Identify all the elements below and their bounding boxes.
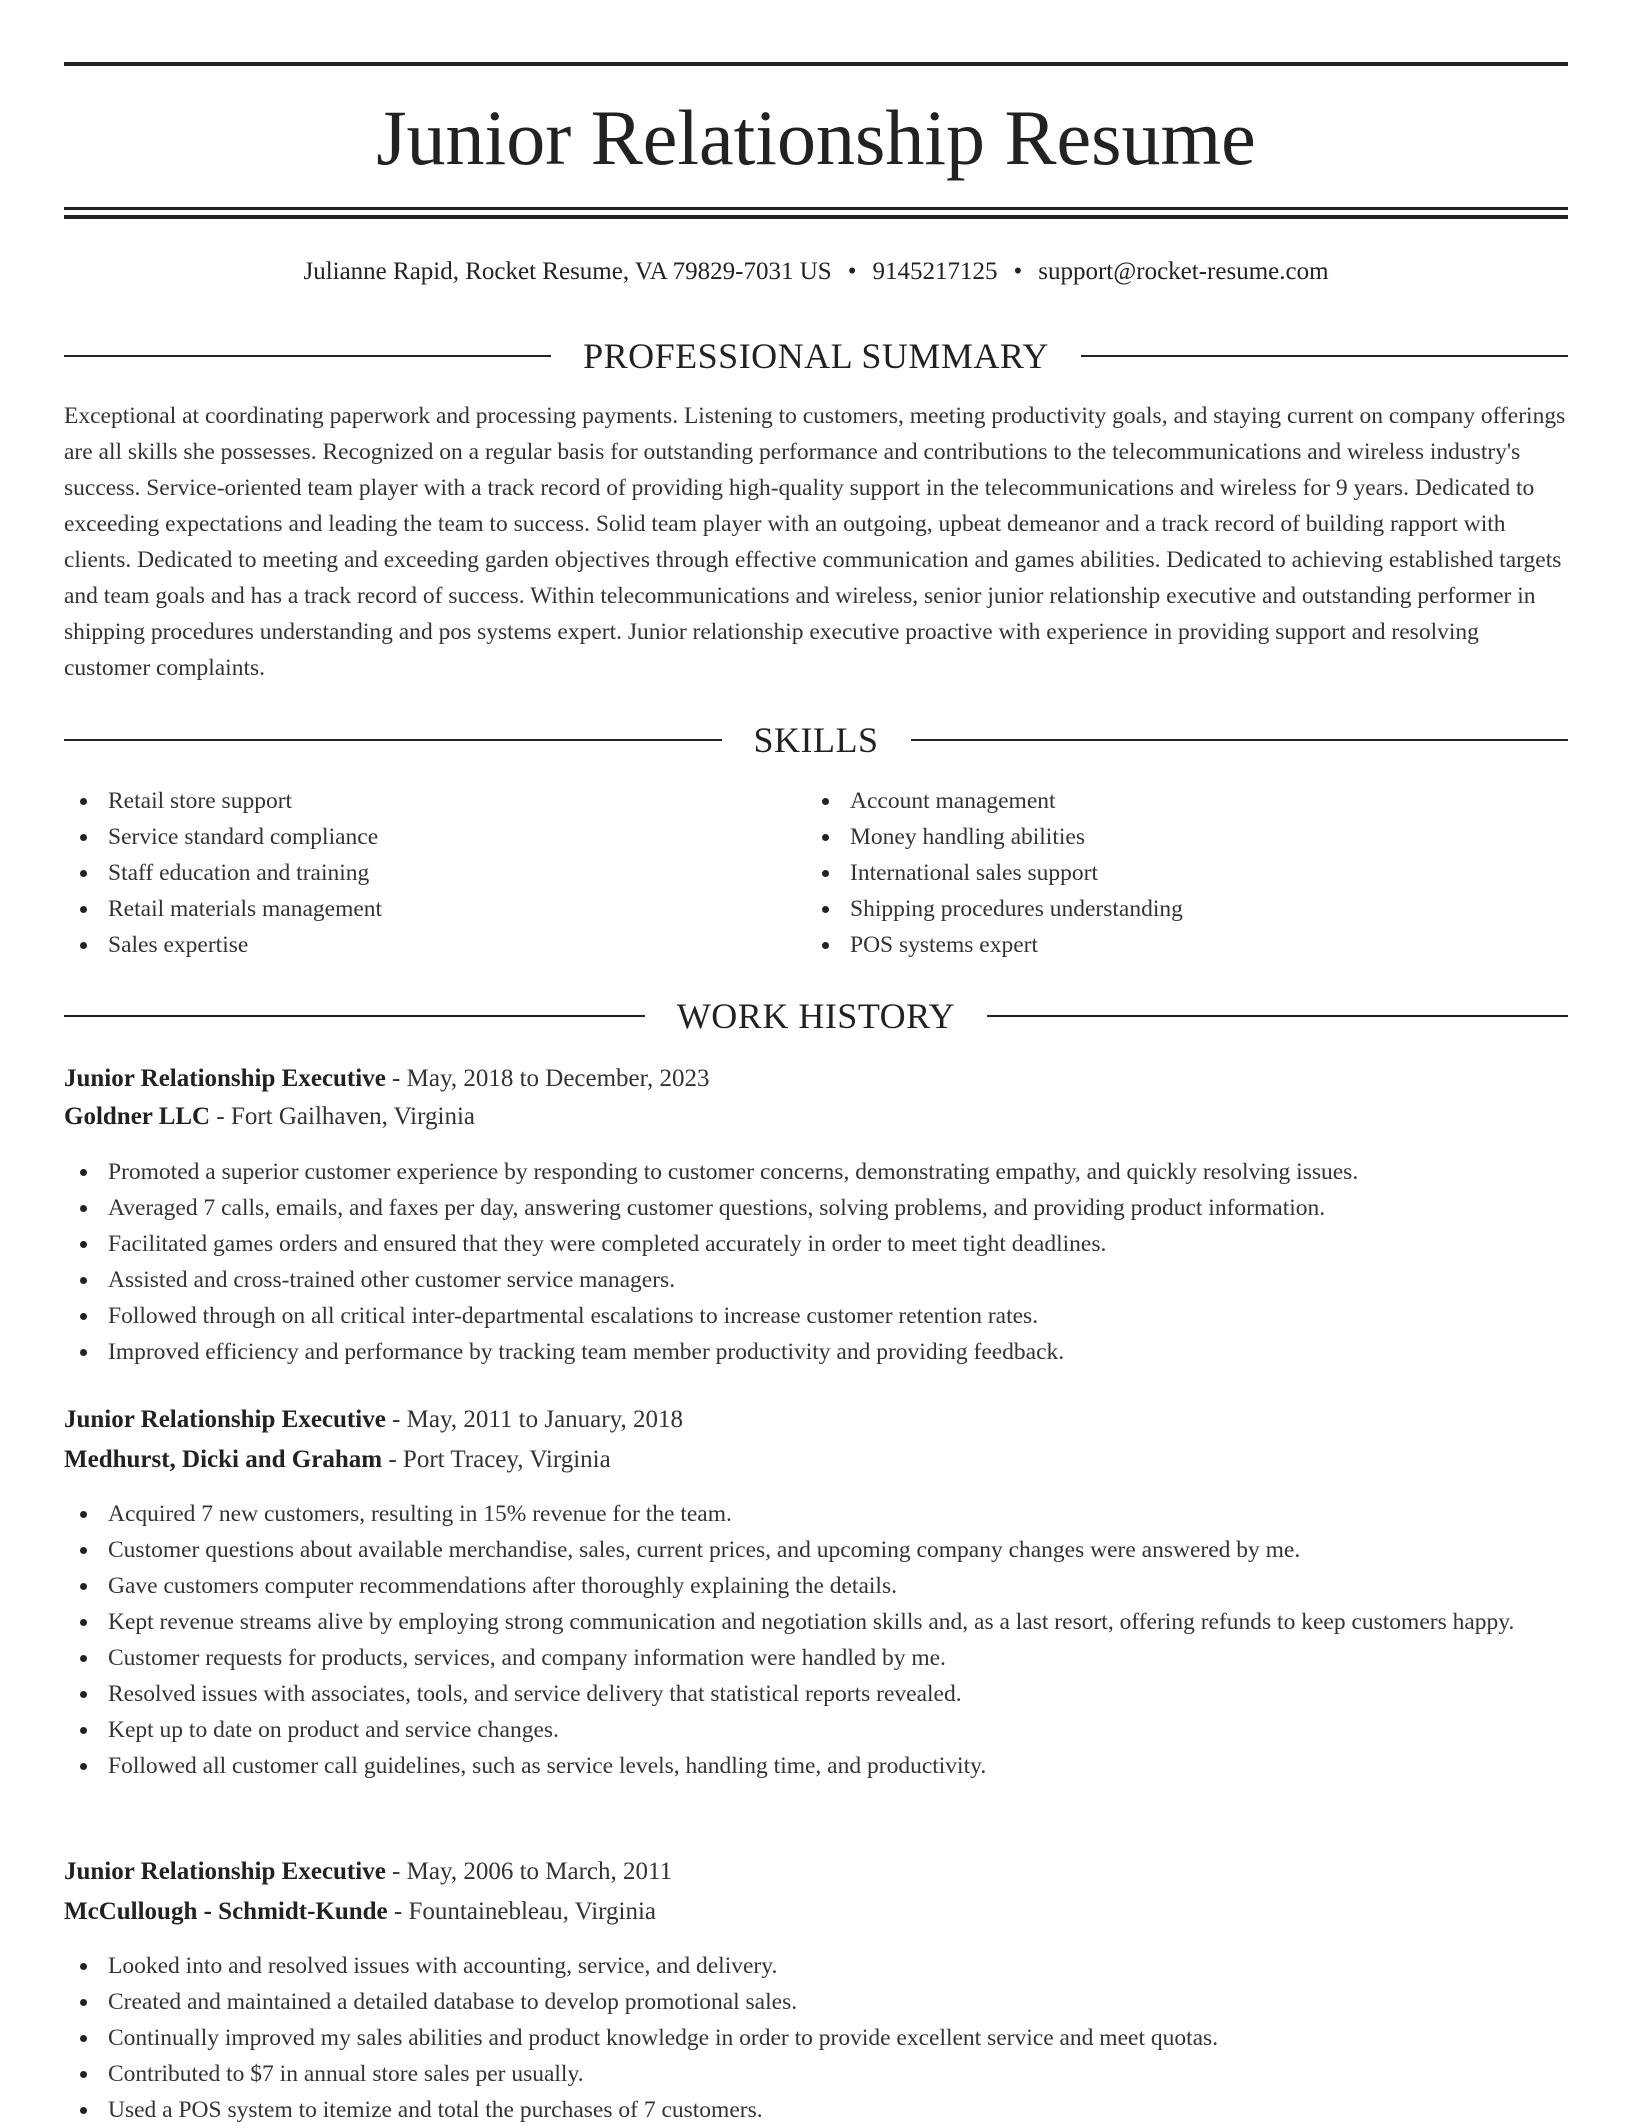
job-bullet: Assisted and cross-trained other customer service managers. <box>64 1262 1568 1298</box>
job-location: - Port Tracey, Virginia <box>382 1446 611 1473</box>
skill-item: Staff education and training <box>64 855 764 891</box>
title-rule-lower <box>64 215 1568 219</box>
job-dates: - May, 2011 to January, 2018 <box>385 1406 683 1433</box>
job-bullet: Looked into and resolved issues with accounting, service, and delivery. <box>64 1948 1568 1984</box>
job-bullet: Created and maintained a detailed database to develop promotional sales. <box>64 1984 1568 2020</box>
job-bullets <box>64 1496 1568 1784</box>
job-company-line <box>64 1893 1568 1931</box>
contact-address: Julianne Rapid, Rocket Resume, VA 79829-7031 US <box>303 258 832 285</box>
skill-item: Money handling abilities <box>806 819 1506 855</box>
skill-item: Retail materials management <box>64 891 764 927</box>
job-bullets <box>64 1948 1568 2128</box>
skill-item: POS systems expert <box>806 927 1506 963</box>
top-rule <box>64 62 1568 66</box>
job-title: Junior Relationship Executive <box>64 1858 386 1885</box>
job-bullet: Followed all customer call guidelines, such as service levels, handling time, and productivity. <box>64 1748 1568 1784</box>
job-company-line <box>64 1098 1568 1136</box>
job-bullet: Averaged 7 calls, emails, and faxes per day, answering customer questions, solving problems, and providing product information. <box>64 1190 1568 1226</box>
job-bullet: Kept up to date on product and service changes. <box>64 1712 1568 1748</box>
skill-item: Shipping procedures understanding <box>806 891 1506 927</box>
job-bullet: Acquired 7 new customers, resulting in 15% revenue for the team. <box>64 1496 1568 1532</box>
job-dates: - May, 2006 to March, 2011 <box>385 1858 673 1885</box>
job-bullet: Improved efficiency and performance by tracking team member productivity and providing feedback. <box>64 1334 1568 1370</box>
divider <box>64 355 551 357</box>
contact-separator: • <box>847 258 857 285</box>
job-bullet: Customer requests for products, services, and company information were handled by me. <box>64 1640 1568 1676</box>
page-title: Junior Relationship Resume <box>376 94 1256 181</box>
contact-separator: • <box>1013 258 1023 285</box>
section-title: PROFESSIONAL SUMMARY <box>583 336 1049 376</box>
job-bullet: Facilitated games orders and ensured that they were completed accurately in order to meet tight deadlines. <box>64 1226 1568 1262</box>
skills-left-column <box>64 783 764 963</box>
divider <box>1081 355 1568 357</box>
contact-phone: 9145217125 <box>872 258 998 285</box>
job-bullet: Contributed to $7 in annual store sales per usually. <box>64 2056 1568 2092</box>
job-bullet: Customer questions about available merchandise, sales, current prices, and upcoming company changes were answered by me. <box>64 1532 1568 1568</box>
job-bullet: Continually improved my sales abilities and product knowledge in order to provide excellent service and meet quotas. <box>64 2020 1568 2056</box>
job-title-line <box>64 1060 1568 1098</box>
job-company: McCullough - Schmidt-Kunde <box>64 1898 388 1925</box>
job-bullet: Promoted a superior customer experience by responding to customer concerns, demonstrating empathy, and quickly resolving issues. <box>64 1154 1568 1190</box>
job-bullets <box>64 1154 1568 1370</box>
job-title: Junior Relationship Executive <box>64 1065 386 1092</box>
job-company: Medhurst, Dicki and Graham <box>64 1446 383 1473</box>
title-rule-upper <box>64 207 1568 210</box>
summary-text: Exceptional at coordinating paperwork and processing payments. Listening to customers, meeting productivity goals, and staying current on company offerings are all skills she possesses. Recognized on a regular basis for outstanding performance and contributions to the telecommunications and wireless industry's success. Service-oriented team player with a track record of providing high-quality support in the telecommunications and wireless for 9 years. Dedicated to exceeding expectations and leading the team to success. Solid team player with an outgoing, upbeat demeanor and a track record of building rapport with clients. Dedicated to meeting and exceeding garden objectives through effective communication and games abilities. Dedicated to achieving established targets and team goals and has a track record of success. Within telecommunications and wireless, senior junior relationship executive and outstanding performer in shipping procedures understanding and pos systems expert. Junior relationship executive proactive with experience in providing support and resolving customer complaints. <box>64 403 1566 681</box>
job-bullet: Used a POS system to itemize and total the purchases of 7 customers. <box>64 2092 1568 2128</box>
work-heading <box>64 992 1568 1040</box>
job-bullet: Kept revenue streams alive by employing strong communication and negotiation skills and, as a last resort, offering refunds to keep customers happy. <box>64 1604 1568 1640</box>
skill-item: International sales support <box>806 855 1506 891</box>
contact-email: support@rocket-resume.com <box>1038 258 1329 285</box>
job-company: Goldner LLC <box>64 1103 211 1130</box>
section-title: WORK HISTORY <box>676 996 956 1036</box>
divider <box>911 739 1569 741</box>
job-bullet: Resolved issues with associates, tools, and service delivery that statistical reports revealed. <box>64 1676 1568 1712</box>
job-location: - Fort Gailhaven, Virginia <box>210 1103 475 1130</box>
divider <box>64 1015 645 1017</box>
contact-line <box>64 252 1568 292</box>
section-title: SKILLS <box>753 720 879 760</box>
job-location: - Fountainebleau, Virginia <box>387 1898 657 1925</box>
skill-item: Service standard compliance <box>64 819 764 855</box>
job-dates: - May, 2018 to December, 2023 <box>385 1065 710 1092</box>
job-title: Junior Relationship Executive <box>64 1406 386 1433</box>
skills-right-column <box>806 783 1506 963</box>
divider <box>64 739 722 741</box>
summary-heading <box>64 332 1568 380</box>
skill-item: Retail store support <box>64 783 764 819</box>
job-title-line <box>64 1853 1568 1891</box>
job-bullet: Followed through on all critical inter-departmental escalations to increase customer retention rates. <box>64 1298 1568 1334</box>
skill-item: Sales expertise <box>64 927 764 963</box>
job-company-line <box>64 1441 1568 1479</box>
job-bullet: Gave customers computer recommendations after thoroughly explaining the details. <box>64 1568 1568 1604</box>
job-title-line <box>64 1401 1568 1439</box>
skill-item: Account management <box>806 783 1506 819</box>
skills-heading <box>64 716 1568 764</box>
divider <box>987 1015 1568 1017</box>
